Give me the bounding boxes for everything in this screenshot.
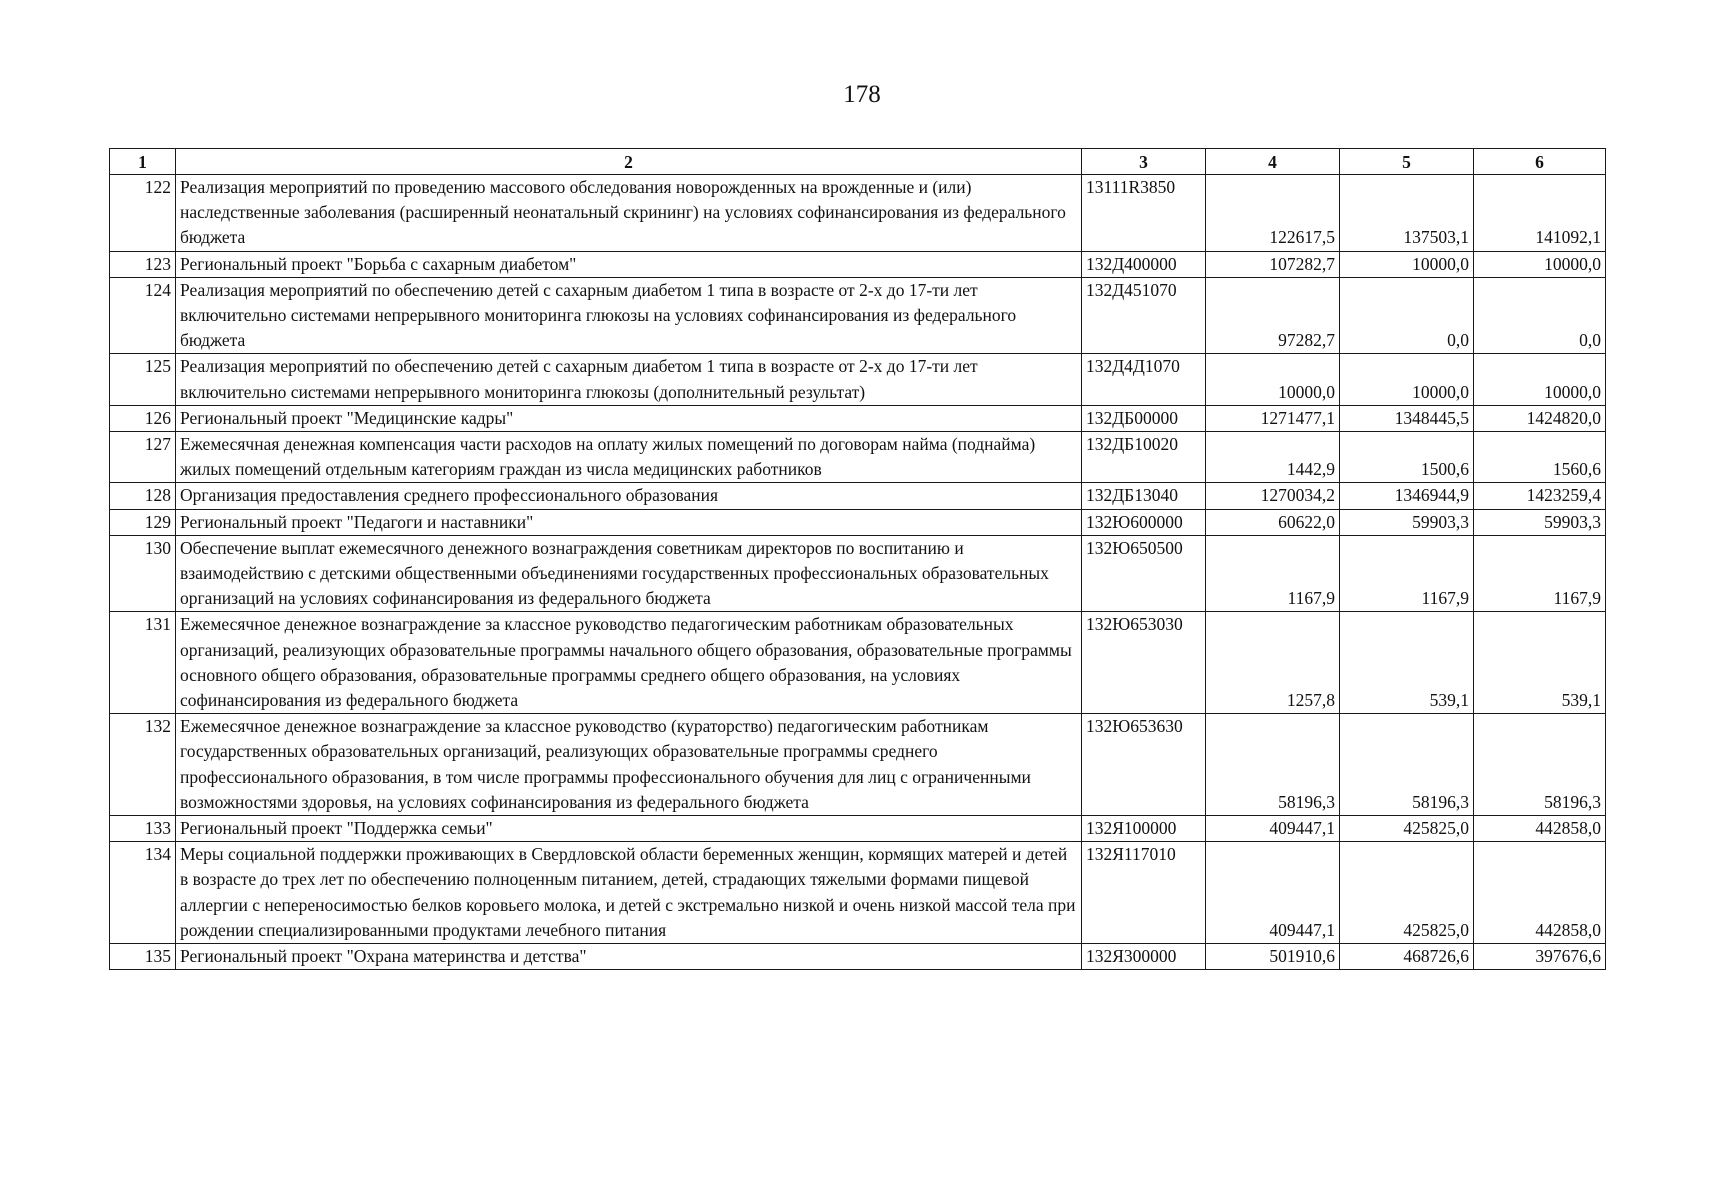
row-code: 13111R3850 (1082, 175, 1206, 252)
row-value-col5: 0,0 (1340, 277, 1474, 354)
column-header-1: 1 (110, 149, 176, 175)
row-number: 122 (110, 175, 176, 252)
table-row (110, 432, 1606, 483)
row-code: 132ДБ13040 (1082, 483, 1206, 509)
row-code: 132ДБ00000 (1082, 405, 1206, 431)
row-value-col6: 1424820,0 (1474, 405, 1606, 431)
column-header-2: 2 (176, 149, 1082, 175)
row-name: Реализация мероприятий по обеспечению детей с сахарным диабетом 1 типа в возрасте от 2-х до 17-ти лет включительно системами непрерывного мониторинга глюкозы (дополнительный результат) (176, 354, 1082, 405)
row-number: 124 (110, 277, 176, 354)
row-name: Реализация мероприятий по проведению массового обследования новорожденных на врожденные и (или) наследственные заболевания (расширенный неонатальный скрининг) на условиях софинансирования из федерального бюджета (176, 175, 1082, 252)
row-value-col4: 409447,1 (1206, 816, 1340, 842)
column-header-6: 6 (1474, 149, 1606, 175)
row-code: 132Д400000 (1082, 251, 1206, 277)
row-code: 132ДБ10020 (1082, 432, 1206, 483)
row-value-col6: 59903,3 (1474, 509, 1606, 535)
row-value-col6: 58196,3 (1474, 714, 1606, 816)
column-header-4: 4 (1206, 149, 1340, 175)
row-name: Региональный проект "Педагоги и наставники" (176, 509, 1082, 535)
row-value-col6: 10000,0 (1474, 251, 1606, 277)
table-row (110, 509, 1606, 535)
row-value-col5: 137503,1 (1340, 175, 1474, 252)
row-number: 128 (110, 483, 176, 509)
table-row (110, 405, 1606, 431)
row-name: Ежемесячное денежное вознаграждение за классное руководство (кураторство) педагогическим работникам государственных образовательных организаций, реализующих образовательные программы среднего профессионального образования, в том числе программы профессионального обучения для лиц с ограниченными возможностями здоровья, на условиях софинансирования из федерального бюджета (176, 714, 1082, 816)
row-value-col4: 1442,9 (1206, 432, 1340, 483)
row-code: 132Ю600000 (1082, 509, 1206, 535)
row-number: 135 (110, 944, 176, 970)
row-number: 130 (110, 535, 176, 612)
row-value-col5: 425825,0 (1340, 816, 1474, 842)
table-row (110, 714, 1606, 816)
row-value-col4: 107282,7 (1206, 251, 1340, 277)
row-number: 131 (110, 612, 176, 714)
table-row (110, 251, 1606, 277)
row-value-col4: 1271477,1 (1206, 405, 1340, 431)
row-code: 132Я117010 (1082, 842, 1206, 944)
row-value-col5: 539,1 (1340, 612, 1474, 714)
row-value-col5: 1346944,9 (1340, 483, 1474, 509)
row-name: Региональный проект "Поддержка семьи" (176, 816, 1082, 842)
row-value-col6: 0,0 (1474, 277, 1606, 354)
row-value-col6: 1167,9 (1474, 535, 1606, 612)
row-value-col6: 10000,0 (1474, 354, 1606, 405)
row-value-col5: 1167,9 (1340, 535, 1474, 612)
row-value-col4: 501910,6 (1206, 944, 1340, 970)
row-value-col6: 1423259,4 (1474, 483, 1606, 509)
row-value-col5: 10000,0 (1340, 251, 1474, 277)
row-name: Обеспечение выплат ежемесячного денежного вознаграждения советникам директоров по воспитанию и взаимодействию с детскими общественными объединениями государственных профессиональных образовательных организаций на условиях софинансирования из федерального бюджета (176, 535, 1082, 612)
row-code: 132Ю653030 (1082, 612, 1206, 714)
row-name: Реализация мероприятий по обеспечению детей с сахарным диабетом 1 типа в возрасте от 2-х до 17-ти лет включительно системами непрерывного мониторинга глюкозы на условиях софинансирования из федерального бюджета (176, 277, 1082, 354)
row-value-col4: 60622,0 (1206, 509, 1340, 535)
table-row (110, 535, 1606, 612)
column-header-3: 3 (1082, 149, 1206, 175)
table-row (110, 944, 1606, 970)
row-value-col6: 141092,1 (1474, 175, 1606, 252)
table-row (110, 842, 1606, 944)
table-row (110, 816, 1606, 842)
row-number: 133 (110, 816, 176, 842)
row-code: 132Я100000 (1082, 816, 1206, 842)
row-code: 132Д4Д1070 (1082, 354, 1206, 405)
row-name: Меры социальной поддержки проживающих в Свердловской области беременных женщин, кормящих матерей и детей в возрасте до трех лет по обеспечению полноценным питанием, детей, страдающих тяжелыми формами пищевой аллергии с непереносимостью белков коровьего молока, и детей с экстремально низкой и очень низкой массой тела при рождении специализированными продуктами лечебного питания (176, 842, 1082, 944)
table-body (110, 175, 1606, 970)
table-row (110, 354, 1606, 405)
row-value-col4: 97282,7 (1206, 277, 1340, 354)
header-row (110, 149, 1606, 175)
table-row (110, 612, 1606, 714)
row-value-col5: 59903,3 (1340, 509, 1474, 535)
row-value-col5: 58196,3 (1340, 714, 1474, 816)
row-code: 132Ю650500 (1082, 535, 1206, 612)
row-code: 132Д451070 (1082, 277, 1206, 354)
row-value-col4: 122617,5 (1206, 175, 1340, 252)
row-number: 125 (110, 354, 176, 405)
row-value-col4: 1257,8 (1206, 612, 1340, 714)
row-value-col4: 1167,9 (1206, 535, 1340, 612)
row-value-col5: 468726,6 (1340, 944, 1474, 970)
row-number: 129 (110, 509, 176, 535)
row-name: Организация предоставления среднего профессионального образования (176, 483, 1082, 509)
row-value-col6: 1560,6 (1474, 432, 1606, 483)
row-value-col6: 442858,0 (1474, 816, 1606, 842)
table-row (110, 175, 1606, 252)
row-value-col5: 1500,6 (1340, 432, 1474, 483)
row-code: 132Ю653630 (1082, 714, 1206, 816)
row-name: Региональный проект "Борьба с сахарным диабетом" (176, 251, 1082, 277)
row-value-col6: 397676,6 (1474, 944, 1606, 970)
row-number: 132 (110, 714, 176, 816)
row-value-col6: 442858,0 (1474, 842, 1606, 944)
row-value-col6: 539,1 (1474, 612, 1606, 714)
row-name: Региональный проект "Медицинские кадры" (176, 405, 1082, 431)
column-header-5: 5 (1340, 149, 1474, 175)
row-name: Ежемесячная денежная компенсация части расходов на оплату жилых помещений по договорам найма (поднайма) жилых помещений отдельным категориям граждан из числа медицинских работников (176, 432, 1082, 483)
page-number: 178 (843, 81, 881, 108)
table-row (110, 277, 1606, 354)
row-name: Ежемесячное денежное вознаграждение за классное руководство педагогическим работникам образовательных организаций, реализующих образовательные программы начального общего образования, образовательные программы основного общего образования, образовательные программы среднего общего образования, на условиях софинансирования из федерального бюджета (176, 612, 1082, 714)
table-row (110, 483, 1606, 509)
row-name: Региональный проект "Охрана материнства и детства" (176, 944, 1082, 970)
table-header (110, 149, 1606, 175)
row-number: 123 (110, 251, 176, 277)
row-number: 134 (110, 842, 176, 944)
budget-table (109, 148, 1606, 970)
row-value-col4: 1270034,2 (1206, 483, 1340, 509)
row-value-col4: 58196,3 (1206, 714, 1340, 816)
row-value-col4: 409447,1 (1206, 842, 1340, 944)
row-number: 127 (110, 432, 176, 483)
row-number: 126 (110, 405, 176, 431)
row-code: 132Я300000 (1082, 944, 1206, 970)
row-value-col5: 10000,0 (1340, 354, 1474, 405)
row-value-col4: 10000,0 (1206, 354, 1340, 405)
row-value-col5: 425825,0 (1340, 842, 1474, 944)
row-value-col5: 1348445,5 (1340, 405, 1474, 431)
